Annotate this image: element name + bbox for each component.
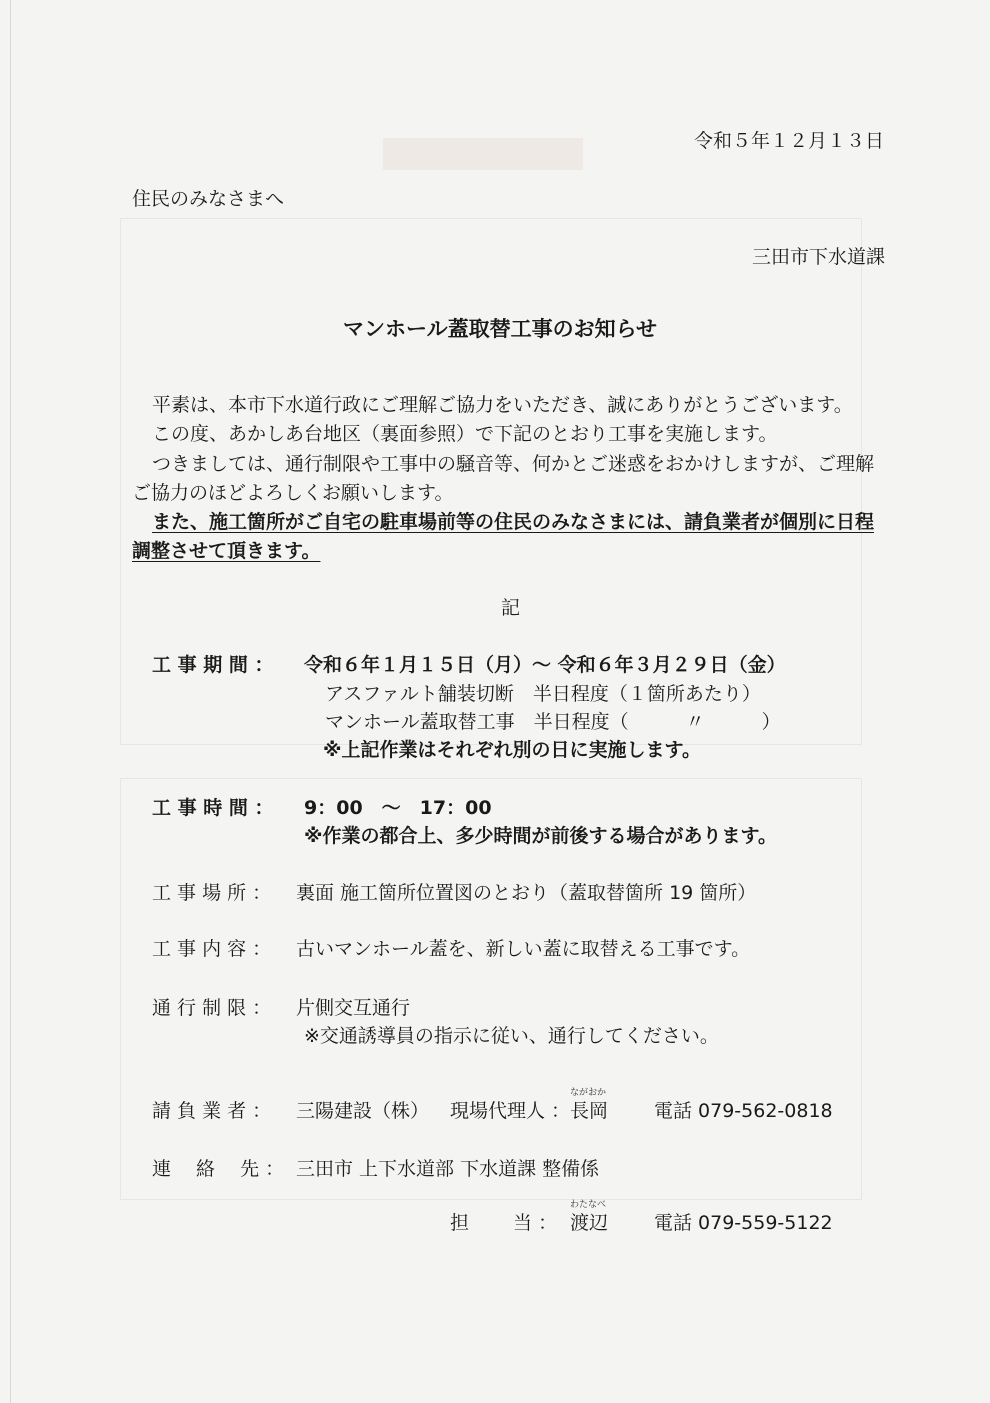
contractor-label: 請 負 業 者 ：	[152, 1100, 272, 1122]
traffic-value: 片側交互通行	[296, 997, 411, 1019]
period-sub-1: アスファルト舗装切断 半日程度（１箇所あたり）	[325, 683, 761, 705]
traffic-label: 通 行 制 限 ：	[152, 997, 272, 1019]
contractor-person: 長岡	[570, 1100, 609, 1122]
show-through-stamp	[383, 138, 583, 170]
period-sub-2: マンホール蓋取替工事 半日程度（ 〃 ）	[325, 711, 781, 733]
contact-person: 渡辺	[570, 1212, 609, 1234]
contractor-role: 現場代理人 ：	[450, 1100, 571, 1122]
document-title: マンホール蓋取替工事のお知らせ	[343, 317, 657, 341]
content-label: 工 事 内 容 ：	[152, 938, 272, 960]
place-value: 裏面 施工箇所位置図のとおり（蓋取替箇所 19 箇所）	[296, 882, 757, 904]
body-line-2: この度、あかしあ台地区（裏面参照）で下記のとおり工事を実施します。	[152, 423, 778, 445]
body-line-4: ご協力のほどよろしくお願いします。	[132, 482, 454, 504]
traffic-note: ※交通誘導員の指示に従い、通行してください。	[304, 1025, 719, 1047]
period-value: 令和６年１月１５日（月）～ 令和６年３月２９日（金）	[304, 654, 786, 676]
page-edge-line	[10, 0, 11, 1403]
contractor-person-ruby: ながおか	[570, 1088, 607, 1098]
ki-heading: 記	[501, 597, 521, 619]
contact-label: 連 絡 先 ：	[152, 1158, 285, 1180]
notice-line-1: また、施工箇所がご自宅の駐車場前等の住民のみなさまには、請負業者が個別に日程	[152, 511, 875, 533]
content-value: 古いマンホール蓋を、新しい蓋に取替える工事です。	[296, 938, 751, 960]
body-line-1: 平素は、本市下水道行政にご理解ご協力をいただき、誠にありがとうございます。	[152, 394, 853, 416]
place-label: 工 事 場 所 ：	[152, 882, 272, 904]
time-value: 9：00 ～ 17：00	[304, 797, 492, 819]
period-note: ※上記作業はそれぞれ別の日に実施します。	[323, 739, 701, 761]
addressee: 住民のみなさまへ	[132, 188, 285, 210]
contact-tel: 電話 079-559-5122	[654, 1212, 833, 1234]
contact-value: 三田市 上下水道部 下水道課 整備係	[296, 1158, 600, 1180]
time-label: 工 事 時 間 ：	[152, 797, 274, 819]
body-line-3: つきましては、通行制限や工事中の騒音等、何かとご迷惑をおかけしますが、ご理解	[152, 453, 875, 475]
issuer: 三田市下水道課	[752, 246, 886, 268]
contractor-tel: 電話 079-562-0818	[654, 1100, 833, 1122]
period-label: 工 事 期 間 ：	[152, 654, 274, 676]
notice-line-2: 調整させて頂きます。	[132, 540, 321, 562]
document-date: 令和５年１２月１３日	[694, 130, 885, 152]
contact-role: 担 当 ：	[450, 1212, 558, 1234]
time-note: ※作業の都合上、多少時間が前後する場合があります。	[304, 825, 777, 847]
contact-person-ruby: わたなべ	[570, 1200, 607, 1210]
contractor-company: 三陽建設（株）	[296, 1100, 430, 1122]
